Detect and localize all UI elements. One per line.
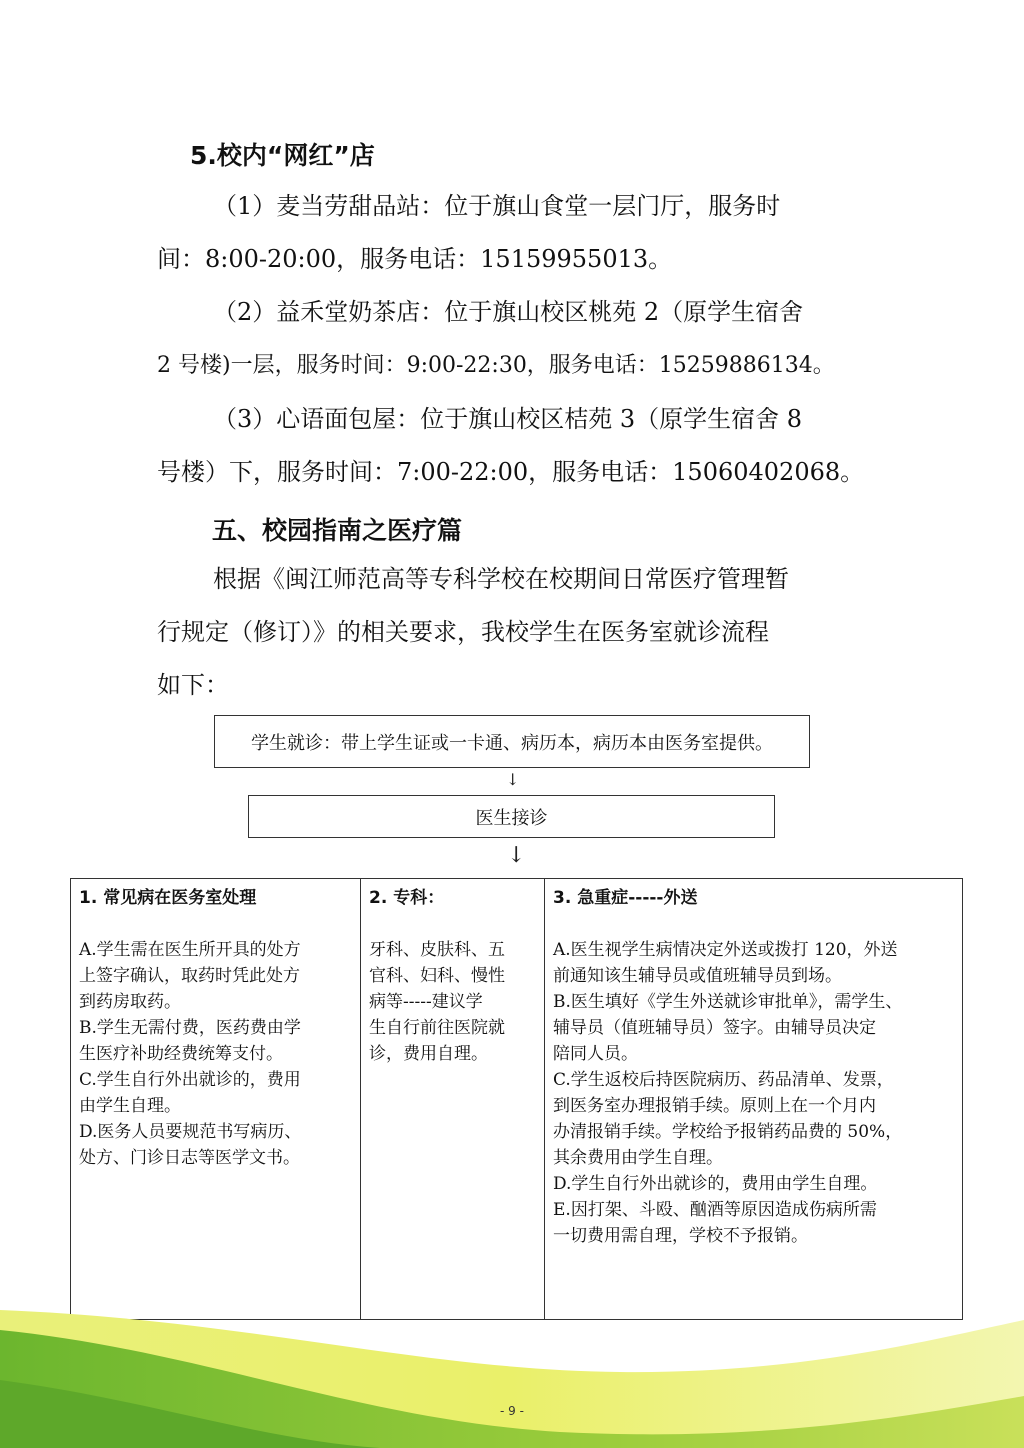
flow-step-visit: 学生就诊：带上学生证或一卡通、病历本，病历本由医务室提供。 [214, 715, 810, 768]
shop-item-2 [157, 286, 877, 392]
medical-intro-line1: 根据《闽江师范高等专科学校在校期间日常医疗管理暂 [213, 565, 789, 593]
flow-arrow-2: ↓ [507, 843, 526, 868]
medical-intro-line2: 行规定（修订）》的相关要求，我校学生在医务室就诊流程 [157, 618, 769, 646]
flow-col-emergency [545, 879, 963, 1320]
flow-col-common-title: 1. 常见病在医务室处理 [79, 888, 257, 908]
medical-intro [157, 553, 877, 712]
medical-intro-line3: 如下： [157, 671, 229, 699]
flow-col-common-line: 由学生自理。 [79, 1096, 181, 1116]
flow-col-emergency-title: 3. 急重症-----外送 [553, 888, 698, 908]
flow-col-emergency-line: 一切费用需自理，学校不予报销。 [553, 1226, 808, 1246]
flow-col-common-line: 处方、门诊日志等医学文书。 [79, 1148, 300, 1168]
flow-col-common-line: 上签字确认，取药时凭此处方 [79, 966, 300, 986]
flow-col-emergency-line: B.医生填好《学生外送就诊审批单》，需学生、 [553, 992, 903, 1012]
flow-col-common-line: B.学生无需付费，医药费由学 [79, 1018, 301, 1038]
page-number: - 9 - [500, 1404, 524, 1418]
flow-table-row [71, 879, 963, 1320]
section-heading-shops: 5.校内“网红”店 [190, 141, 375, 170]
flow-table [70, 878, 963, 1320]
flow-col-emergency-line: 其余费用由学生自理。 [553, 1148, 723, 1168]
flow-col-emergency-line: 前通知该生辅导员或值班辅导员到场。 [553, 966, 842, 986]
flow-col-common-line: D.医务人员要规范书写病历、 [79, 1122, 302, 1142]
shop-item-2-line1: （2）益禾堂奶茶店：位于旗山校区桃苑 2（原学生宿舍 [213, 298, 804, 326]
flow-col-specialist-line: 牙科、皮肤科、五 [369, 940, 505, 960]
flow-step-doctor: 医生接诊 [248, 795, 775, 838]
flow-col-emergency-line: 到医务室办理报销手续。原则上在一个月内 [553, 1096, 876, 1116]
flow-col-specialist-line: 官科、妇科、慢性 [369, 966, 505, 986]
flow-col-emergency-line: 陪同人员。 [553, 1044, 638, 1064]
flow-col-emergency-line: E.因打架、斗殴、酗酒等原因造成伤病所需 [553, 1200, 877, 1220]
shop-item-2-line2: 2 号楼)一层，服务时间：9:00-22:30，服务电话：15259886134。 [157, 353, 835, 378]
flow-col-common-line: A.学生需在医生所开具的处方 [79, 940, 301, 960]
flow-col-specialist [361, 879, 545, 1320]
shop-item-3-line2: 号楼）下，服务时间：7:00-22:00，服务电话：15060402068。 [157, 458, 865, 486]
flow-col-emergency-line: 辅导员（值班辅导员）签字。由辅导员决定 [553, 1018, 876, 1038]
flow-col-common [71, 879, 361, 1320]
flow-col-emergency-line: D.学生自行外出就诊的，费用由学生自理。 [553, 1174, 878, 1194]
shop-item-1-line2: 间：8:00-20:00，服务电话：15159955013。 [157, 245, 673, 273]
flow-col-specialist-title: 2. 专科： [369, 888, 445, 908]
shop-item-1 [157, 180, 877, 286]
flow-col-specialist-line: 生自行前往医院就 [369, 1018, 505, 1038]
footer-wave-decoration [0, 1300, 1024, 1448]
flow-col-specialist-line: 诊，费用自理。 [369, 1044, 488, 1064]
flow-arrow-1: ↓ [506, 770, 520, 789]
flow-col-emergency-line: 办清报销手续。学校给予报销药品费的 50%， [553, 1122, 903, 1142]
flow-col-common-line: 生医疗补助经费统筹支付。 [79, 1044, 283, 1064]
flow-col-specialist-line: 病等-----建议学 [369, 992, 483, 1012]
flow-col-emergency-line: A.医生视学生病情决定外送或拨打 120，外送 [553, 940, 898, 960]
flow-col-common-line: C.学生自行外出就诊的，费用 [79, 1070, 301, 1090]
flow-col-common-line: 到药房取药。 [79, 992, 181, 1012]
flow-col-emergency-line: C.学生返校后持医院病历、药品清单、发票， [553, 1070, 894, 1090]
shop-item-3-line1: （3）心语面包屋：位于旗山校区桔苑 3（原学生宿舍 8 [213, 405, 803, 433]
section-heading-medical: 五、校园指南之医疗篇 [212, 516, 463, 545]
shop-item-1-line1: （1）麦当劳甜品站：位于旗山食堂一层门厅，服务时 [213, 192, 781, 220]
shop-item-3 [157, 393, 877, 499]
